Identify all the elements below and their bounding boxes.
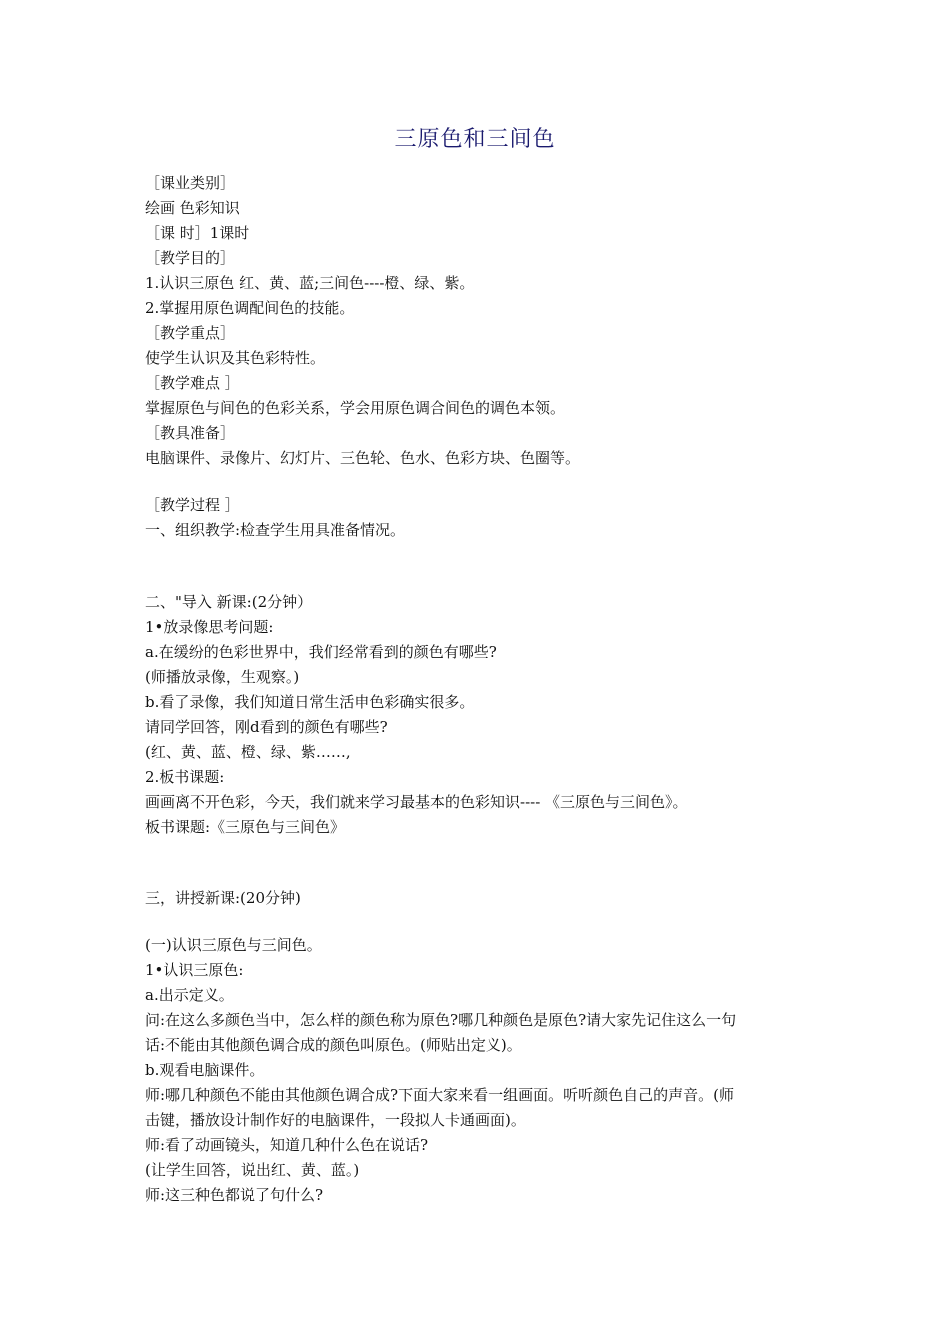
text-line: (一)认识三原色与三间色。 [145, 936, 322, 954]
text-line: 三，讲授新课:(20分钟) [145, 889, 301, 907]
document-title: 三原色和三间色 [394, 127, 556, 152]
text-line: 话:不能由其他颜色调合成的颜色叫原色。(师贴出定义)。 [145, 1036, 522, 1054]
text-line: b.观看电脑课件。 [145, 1061, 265, 1079]
text-line: 画画离不开色彩，今天，我们就来学习最基本的色彩知识---- 《三原色与三间色》。 [145, 793, 688, 811]
text-line: 击键，播放设计制作好的电脑课件，一段拟人卡通画面)。 [145, 1111, 526, 1129]
text-line: 1•放录像思考问题: [145, 618, 274, 636]
section-heading-key-points: ［教学重点］ [145, 324, 236, 342]
text-line: 师:看了动画镜头，知道几种什么色在说话? [145, 1136, 429, 1154]
section-heading-objectives: ［教学目的］ [145, 249, 236, 267]
text-line: (让学生回答，说出红、黄、蓝。) [145, 1161, 360, 1179]
text-line: a.出示定义。 [145, 986, 234, 1004]
text-line: 二、"导入 新课:(2分钟） [145, 593, 313, 611]
text-line: 电脑课件、录像片、幻灯片、三色轮、色水、色彩方块、色圈等。 [145, 449, 581, 467]
section-heading-materials: ［教具准备］ [145, 424, 236, 442]
section-heading-course-type: ［课业类别］ [145, 174, 236, 192]
text-line: ［课 时］1课时 [145, 224, 250, 242]
text-line: a.在缓纷的色彩世界中，我们经常看到的颜色有哪些? [145, 643, 497, 661]
text-line: 请同学回答，刚d看到的颜色有哪些? [145, 718, 388, 736]
section-heading-process: ［教学过程 ］ [145, 496, 240, 514]
text-line: 一、组织教学:检查学生用具准备情况。 [145, 521, 406, 539]
text-line: 1.认识三原色 红、黄、蓝;三间色----橙、绿、紫。 [145, 274, 475, 292]
section-heading-difficulties: ［教学难点 ］ [145, 374, 240, 392]
text-line: b.看了录像，我们知道日常生活申色彩确实很多。 [145, 693, 475, 711]
text-line: 2.掌握用原色调配间色的技能。 [145, 299, 355, 317]
text-line: 师:哪几种颜色不能由其他颜色调合成?下面大家来看一组画面。听听颜色自己的声音。(师 [145, 1086, 734, 1104]
text-line: (师播放录像，生观察。) [145, 668, 300, 686]
text-line: 绘画 色彩知识 [145, 199, 240, 217]
text-line: 掌握原色与间色的色彩关系，学会用原色调合间色的调色本领。 [145, 399, 566, 417]
text-line: 2.板书课题: [145, 768, 225, 786]
text-line: 1•认识三原色: [145, 961, 244, 979]
text-line: 使学生认识及其色彩特性。 [145, 349, 326, 367]
text-line: 问:在这么多颜色当中，怎么样的颜色称为原色?哪几种颜色是原色?请大家先记住这么一句 [145, 1011, 737, 1029]
text-line: (红、黄、蓝、橙、绿、紫……, [145, 743, 351, 761]
text-line: 板书课题:《三原色与三间色》 [145, 818, 346, 836]
text-line: 师:这三种色都说了句什么? [145, 1186, 324, 1204]
